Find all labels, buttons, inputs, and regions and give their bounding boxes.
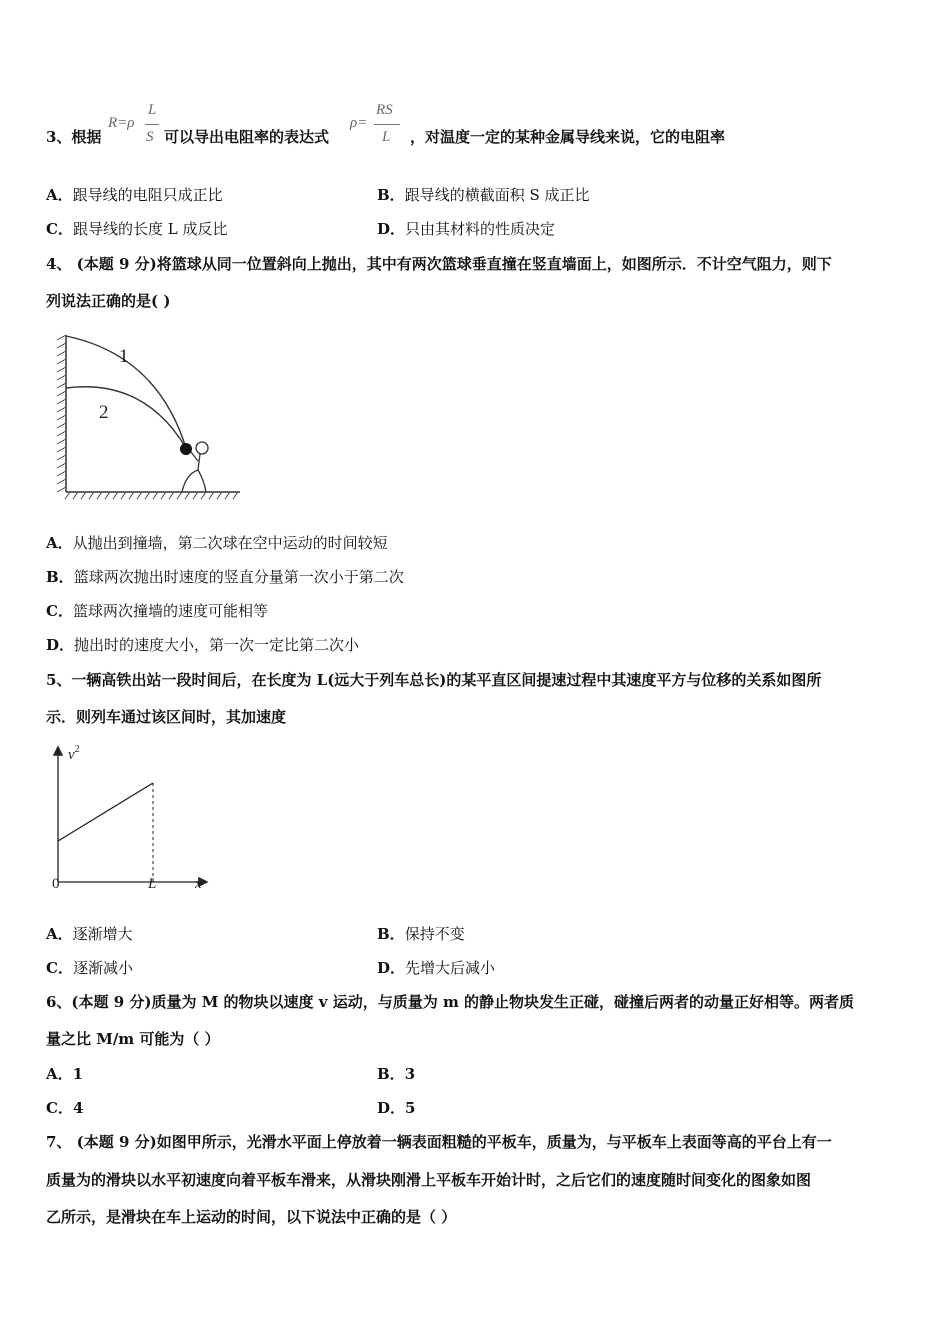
q3-formula-1-num: L bbox=[148, 102, 157, 118]
q7-stem-line-2: 质量为的滑块以水平初速度向着平板车滑来，从滑块刚滑上平板车开始计时，之后它们的速度随时间变化的图象如图 bbox=[46, 1171, 812, 1189]
basketball-icon bbox=[180, 443, 192, 455]
q4-option-a: A．从抛出到撞墙，第二次球在空中运动的时间较短 bbox=[46, 534, 388, 552]
origin-label: 0 bbox=[52, 876, 60, 892]
q3-prefix: 3、根据 bbox=[46, 128, 102, 146]
q3-formula-1-lhs: R=ρ bbox=[108, 115, 135, 131]
q5-graph bbox=[46, 738, 226, 898]
q5-option-d: D．先增大后减小 bbox=[377, 959, 496, 977]
q6-option-b: B．3 bbox=[377, 1065, 416, 1083]
q6-option-c: C．4 bbox=[46, 1099, 84, 1117]
q5-option-b: B．保持不变 bbox=[377, 925, 465, 943]
q6-option-a: A．1 bbox=[46, 1065, 84, 1083]
fraction-bar bbox=[374, 124, 400, 125]
trajectory-label-2: 2 bbox=[99, 402, 109, 423]
q4-option-b: B．篮球两次抛出时速度的竖直分量第一次小于第二次 bbox=[46, 568, 404, 586]
fraction-bar bbox=[145, 124, 159, 125]
q3-option-c: C．跟导线的长度 L 成反比 bbox=[46, 220, 228, 238]
q6-stem-line-2: 量之比 M/m 可能为（ ） bbox=[46, 1030, 220, 1048]
y-axis-label: $v^2$ bbox=[68, 744, 80, 763]
q5-stem-line-2: 示．则列车通过该区间时，其加速度 bbox=[46, 708, 287, 726]
q3-option-d: D．只由其材料的性质决定 bbox=[377, 220, 556, 238]
q3-formula-2-lhs: ρ= bbox=[350, 115, 368, 131]
q3-formula-1-den: S bbox=[146, 129, 154, 145]
trajectory-2 bbox=[66, 387, 186, 448]
q3-suffix: ，对温度一定的某种金属导线来说，它的电阻率 bbox=[410, 128, 726, 146]
q5-stem-line-1: 5、一辆高铁出站一段时间后，在长度为 L(远大于列车总长)的某平直区间提速过程中其速度平方与位移的关系如图所 bbox=[46, 671, 822, 689]
q3-formula-2 bbox=[350, 102, 410, 148]
x-mark-L: L bbox=[148, 876, 157, 892]
q4-option-d: D．抛出时的速度大小，第一次一定比第二次小 bbox=[46, 636, 360, 654]
q3-middle: 可以导出电阻率的表达式 bbox=[164, 128, 330, 146]
q4-stem-line-2: 列说法正确的是( ) bbox=[46, 292, 171, 310]
trajectory-label-1: 1 bbox=[119, 346, 129, 367]
q3-option-a: A．跟导线的电阻只成正比 bbox=[46, 186, 223, 204]
q3-formula-2-num: RS bbox=[376, 102, 393, 118]
v2-line bbox=[58, 783, 153, 841]
q7-stem-line-1: 7、 (本题 9 分)如图甲所示，光滑水平面上停放着一辆表面粗糙的平板车，质量为，与平板车上表面等高的平台上有一 bbox=[46, 1133, 832, 1151]
q4-option-c: C．篮球两次撞墙的速度可能相等 bbox=[46, 602, 268, 620]
q5-option-a: A．逐渐增大 bbox=[46, 925, 133, 943]
q5-option-c: C．逐渐减小 bbox=[46, 959, 133, 977]
q4-stem-line-1: 4、 (本题 9 分)将篮球从同一位置斜向上抛出，其中有两次篮球垂直撞在竖直墙面上，如图所示．不计空气阻力，则下 bbox=[46, 255, 832, 273]
q3-option-b: B．跟导线的横截面积 S 成正比 bbox=[377, 186, 590, 204]
q6-stem-line-1: 6、(本题 9 分)质量为 M 的物块以速度 v 运动，与质量为 m 的静止物块发生正碰，碰撞后两者的动量正好相等。两者质 bbox=[46, 993, 855, 1011]
q4-basketball-figure bbox=[52, 330, 252, 500]
q7-stem-line-3: 乙所示，是滑块在车上运动的时间，以下说法中正确的是（ ） bbox=[46, 1208, 457, 1226]
q3-formula-2-den: L bbox=[382, 129, 391, 145]
q6-option-d: D．5 bbox=[377, 1099, 416, 1117]
q3-formula-1 bbox=[108, 102, 164, 148]
x-axis-label: x bbox=[195, 876, 202, 892]
